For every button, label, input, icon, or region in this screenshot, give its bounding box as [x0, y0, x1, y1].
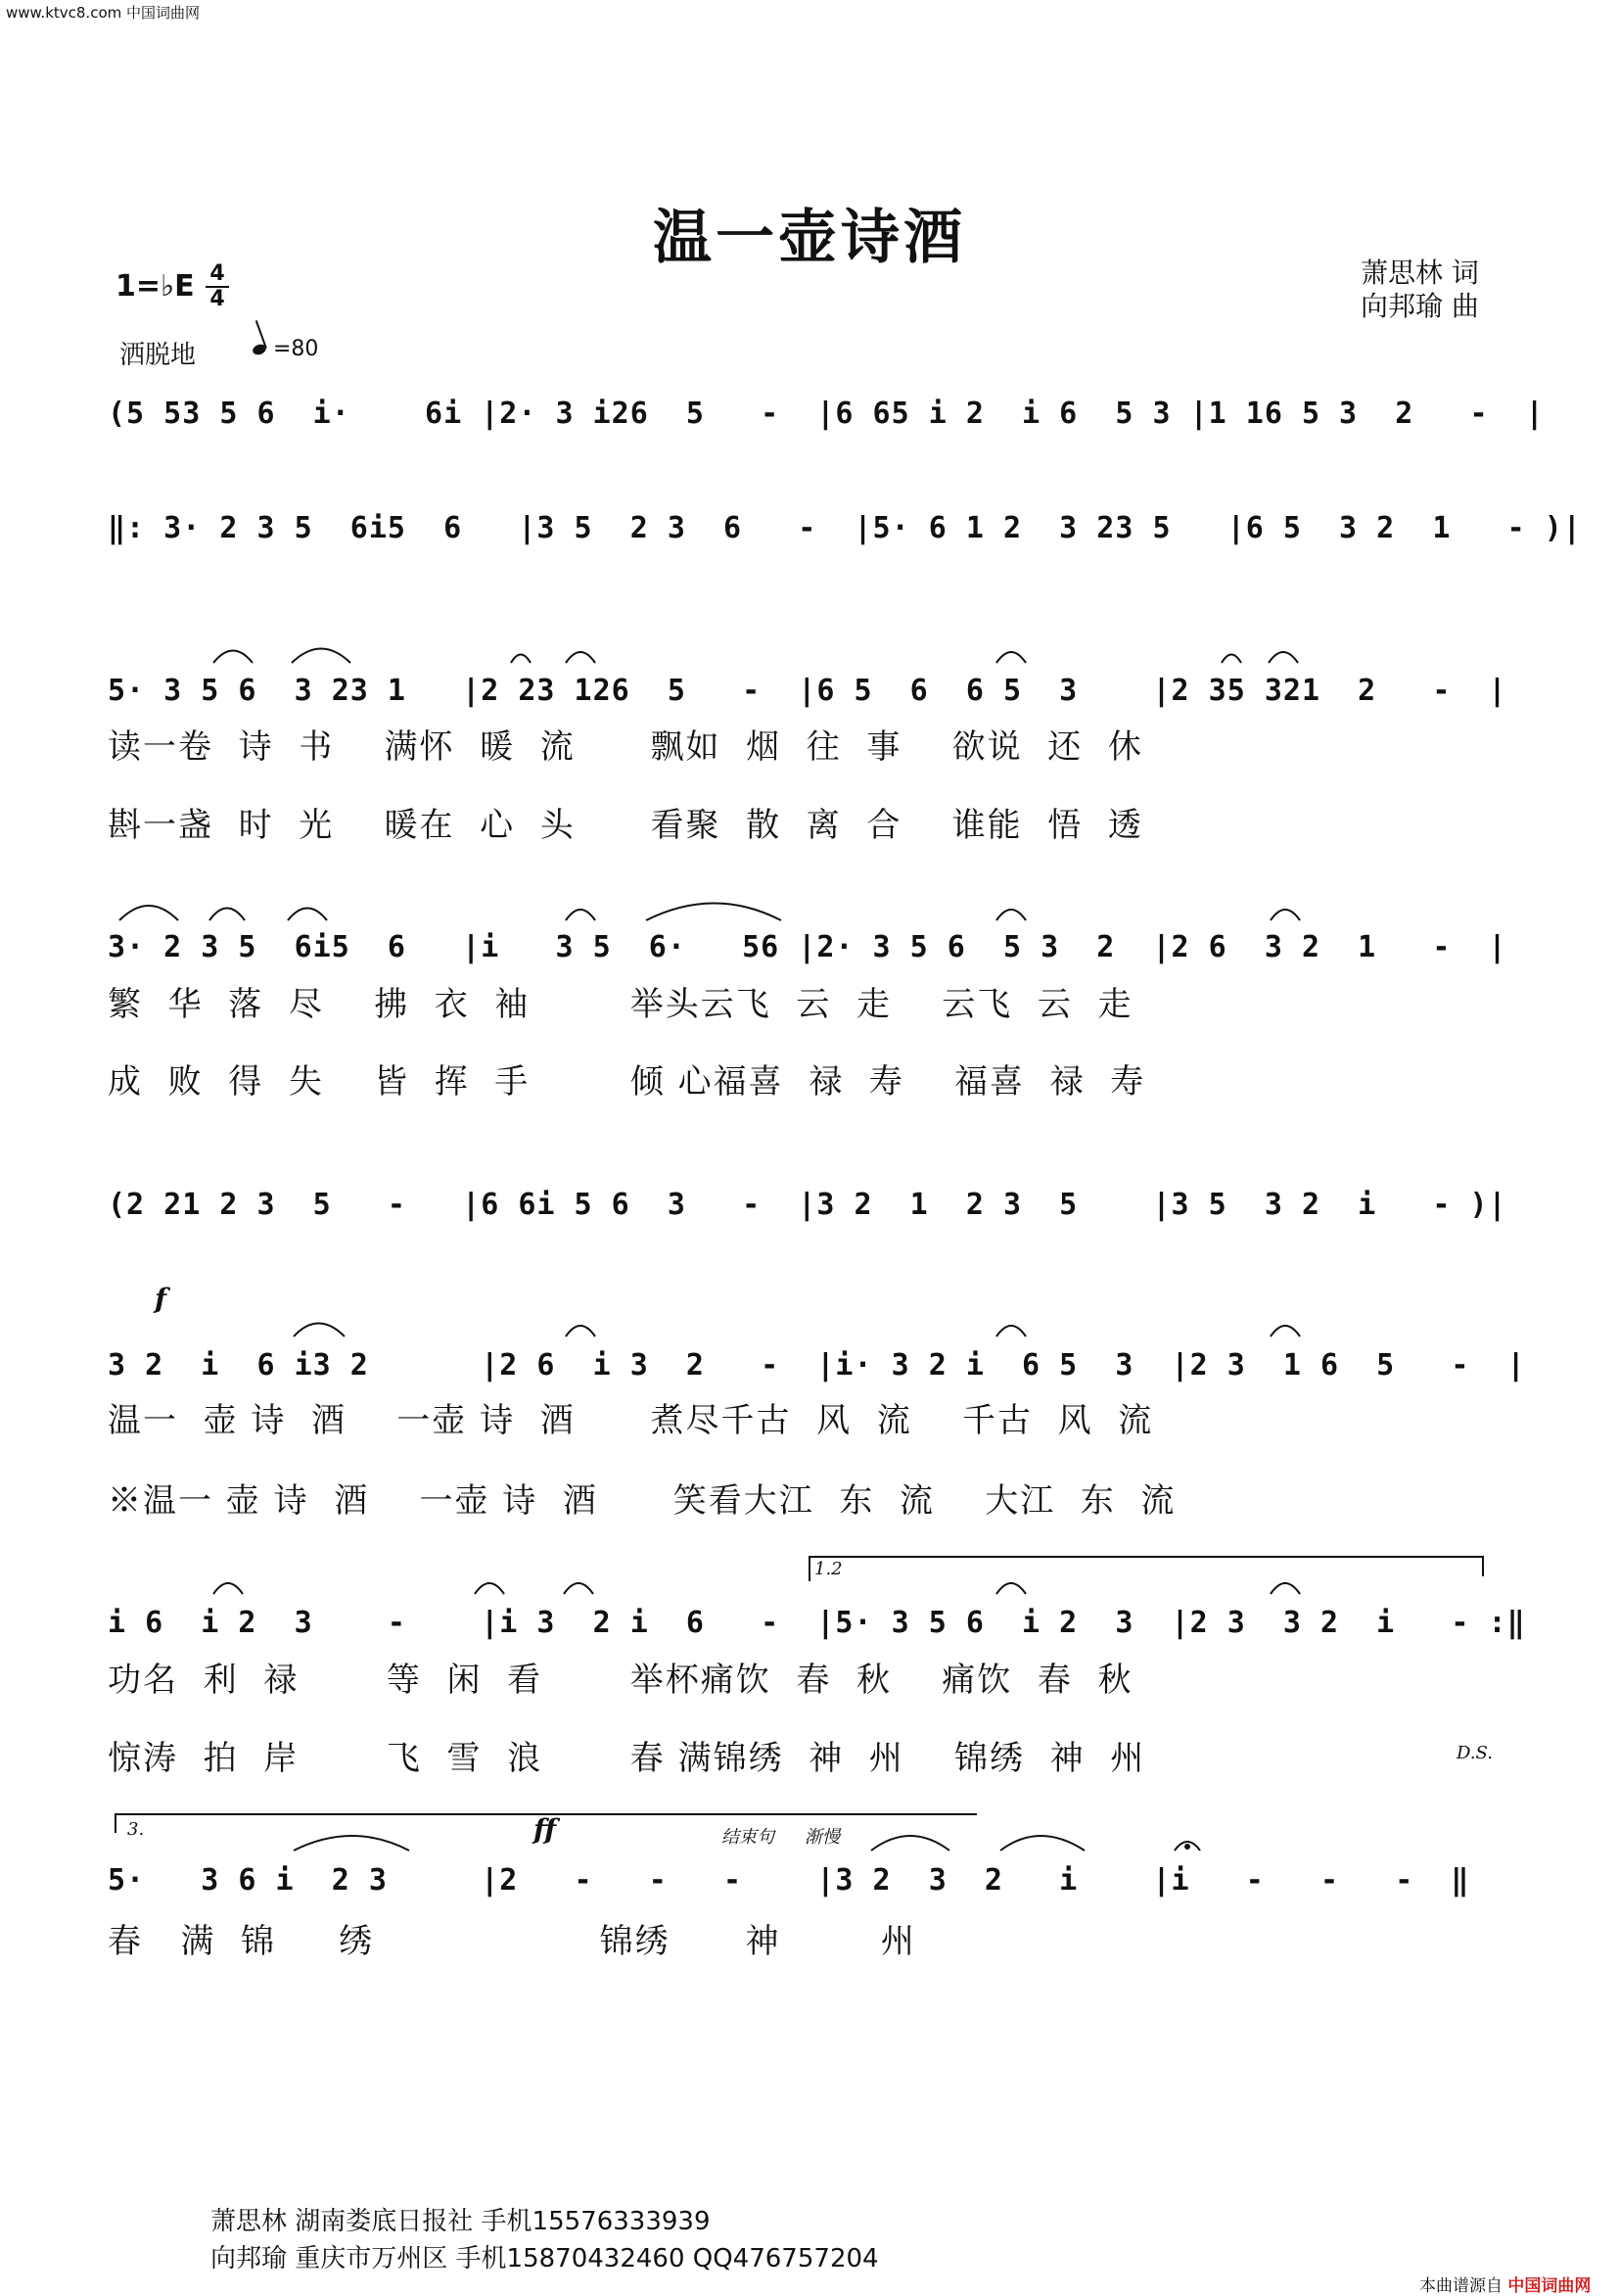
- slur: [1271, 1326, 1300, 1336]
- slur: [213, 1583, 243, 1594]
- slur: [996, 910, 1026, 920]
- lyric-line-4b: 成 败 得 失 皆 挥 手 倾 心福喜 禄 寿 福喜 禄 寿: [108, 1062, 1146, 1101]
- ending-1-2-label: 1.2: [814, 1559, 843, 1579]
- lyric-line-7a: 功名 利 禄 等 闲 看 举杯痛饮 春 秋 痛饮 春 秋: [108, 1661, 1133, 1700]
- score-line-5: (2 21 2 3 5 - |6 6i 5 6 3 - |3 2 1 2 3 5 |3 5 3 2 i - )|: [108, 1188, 1507, 1222]
- slur: [294, 1836, 409, 1851]
- score-line-1: (5 53 5 6 i· 6i |2· 3 i26 5 - |6 65 i 2 i 6 5 3 |1 16 5 3 2 - |: [108, 397, 1545, 431]
- score-line-8: 5· 3 6 i 2 3 |2 - - - |3 2 3 2 i |i - - - ‖: [108, 1863, 1470, 1898]
- slur: [1269, 652, 1298, 663]
- slur: [292, 649, 350, 664]
- slur: [475, 1583, 504, 1594]
- ending-3-bracket: [116, 1814, 977, 1833]
- slur: [119, 906, 178, 920]
- slur: [564, 1583, 593, 1594]
- fortissimo-mark: ff: [533, 1813, 557, 1846]
- lyric-line-3b: 斟一盏 时 光 暖在 心 头 看聚 散 离 合 谁能 悟 透: [108, 806, 1143, 845]
- lyric-line-8a: 春 满 锦 绣 锦绣 神 州: [108, 1922, 916, 1961]
- slur: [1000, 1836, 1085, 1851]
- slur: [294, 1324, 345, 1337]
- time-signature-top: 4: [209, 261, 225, 286]
- source-brand: 中国词曲网: [1507, 2276, 1592, 2296]
- slur: [996, 652, 1026, 663]
- slur: [1271, 910, 1300, 920]
- slur: [566, 652, 595, 663]
- footer-line-1: 萧思林 湖南娄底日报社 手机15576333939: [210, 2207, 711, 2236]
- lyric-line-3a: 读一卷 诗 书 满怀 暖 流 飘如 烟 往 事 欲说 还 休: [108, 727, 1143, 767]
- slur: [511, 655, 531, 664]
- slowing-mark: 渐慢: [805, 1827, 840, 1848]
- song-title: 温一壶诗酒: [653, 204, 966, 272]
- slur: [1222, 655, 1241, 664]
- slur: [288, 909, 327, 921]
- score-line-7: i 6 i 2 3 - |i 3 2 i 6 - |5· 3 5 6 i 2 3 |2 3 3 2 i - :‖: [108, 1606, 1526, 1640]
- score-line-2: ‖: 3· 2 3 5 6i5 6 |3 5 2 3 6 - |5· 6 1 2 3 23 5 |6 5 3 2 1 - )|: [108, 511, 1582, 545]
- slur: [1271, 1583, 1300, 1594]
- slur: [646, 904, 781, 921]
- score-line-4: 3· 2 3 5 6i5 6 |i 3 5 6· 56 |2· 3 5 6 5 3 2 |2 6 3 2 1 - |: [108, 930, 1507, 964]
- tempo-value: =80: [273, 337, 319, 361]
- expression-marking: 洒脱地: [119, 341, 197, 370]
- slur: [996, 1326, 1026, 1336]
- slur: [871, 1836, 949, 1851]
- lyricist: 萧思林 词: [1361, 257, 1479, 289]
- key-signature: 1=♭E: [116, 269, 195, 304]
- forte-mark: f: [155, 1283, 167, 1315]
- fermata-dot: [1184, 1844, 1190, 1850]
- ending-3-label: 3.: [127, 1819, 145, 1840]
- slur: [566, 910, 595, 920]
- time-signature-bottom: 4: [206, 286, 229, 311]
- slur: [996, 1583, 1026, 1594]
- source-credit: [1419, 2272, 1591, 2296]
- footer-line-2: 向邦瑜 重庆市万州区 手机15870432460 QQ476757204: [210, 2244, 879, 2273]
- slur: [566, 1326, 595, 1336]
- site-watermark: www.ktvc8.com 中国词曲网: [6, 4, 201, 22]
- lyric-line-7b: 惊涛 拍 岸 飞 雪 浪 春 满锦绣 神 州 锦绣 神 州: [108, 1739, 1146, 1778]
- ending-1-2-bracket: [810, 1557, 1483, 1581]
- slur: [209, 909, 245, 921]
- dal-segno-mark: D.S.: [1457, 1743, 1493, 1763]
- composer: 向邦瑜 曲: [1361, 290, 1479, 322]
- lyric-line-6a: 温一 壶 诗 酒 一壶 诗 酒 煮尽千古 风 流 千古 风 流: [108, 1401, 1154, 1440]
- source-text: 本曲谱源自: [1419, 2276, 1503, 2296]
- ending-phrase-mark: 结束句: [721, 1827, 774, 1848]
- lyric-line-4a: 繁 华 落 尽 拂 衣 袖 举头云飞 云 走 云飞 云 走: [108, 985, 1133, 1024]
- footer-contact: [210, 2203, 879, 2277]
- score-line-3: 5· 3 5 6 3 23 1 |2 23 126 5 - |6 5 6 6 5 3 |2 35 321 2 - |: [108, 674, 1507, 708]
- score-line-6: 3 2 i 6 i3 2 |2 6 i 3 2 - |i· 3 2 i 6 5 3 |2 3 1 6 5 - |: [108, 1348, 1526, 1382]
- lyric-line-6b: ※温一 壶 诗 酒 一壶 诗 酒 笑看大江 东 流 大江 东 流: [108, 1481, 1177, 1521]
- slur: [213, 651, 253, 664]
